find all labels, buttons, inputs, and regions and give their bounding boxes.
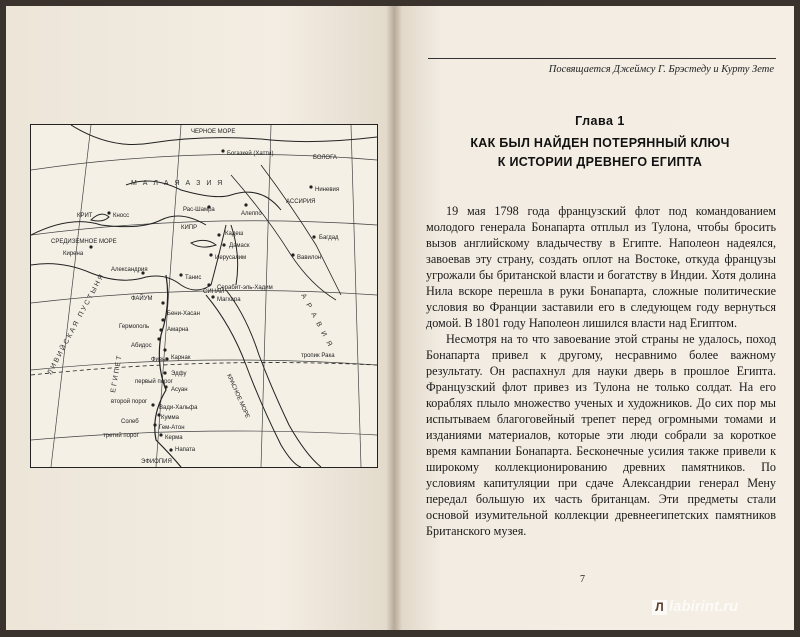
svg-text:Алеппо: Алеппо [241,211,262,217]
svg-text:БОЛОГА: БОЛОГА [313,155,337,161]
map-drawing [31,125,377,467]
watermark-text: labirint.ru [669,598,739,615]
svg-text:Кносс: Кносс [113,213,130,219]
paragraph-1: 19 мая 1798 года французский флот под командованием молодого генерала Бонапарта отплыл из Тулона, чтобы бросить вызов английскому владычеству в Египте. Наполеон надеялся, завоевав эту страну, создать оплот на Востоке, откуда французы угрожали бы британской власти и богатству в Индии. Хотя долина Нила вскоре перешла в руки Бонапарта, сложные политические условия во Франции заставили его в следующем году вернуться домой. В 1801 году Наполеон лишился власти над Египтом. [426,204,776,330]
svg-text:КРИТ: КРИТ [77,213,93,219]
svg-text:Фивы: Фивы [151,357,167,363]
svg-text:Амарна: Амарна [167,327,189,333]
svg-text:АССИРИЯ: АССИРИЯ [286,199,316,205]
svg-text:Керма: Керма [165,435,183,441]
watermark [652,598,738,615]
svg-text:Иерусалим: Иерусалим [215,255,247,261]
chapter-title-line-2: К ИСТОРИИ ДРЕВНЕГО ЕГИПТА [497,155,703,169]
svg-text:Кумма: Кумма [161,415,180,421]
chapter-title-line-1: КАК БЫЛ НАЙДЕН ПОТЕРЯННЫЙ КЛЮЧ [470,136,730,150]
svg-text:Эдфу: Эдфу [171,371,187,377]
svg-text:КИПР: КИПР [181,225,198,231]
svg-text:ЛИВИЙСКАЯ ПУСТЫНЯ: ЛИВИЙСКАЯ ПУСТЫНЯ [46,271,107,376]
svg-text:Серабит-эль-Хадим: Серабит-эль-Хадим [217,285,273,291]
svg-text:Богазкей (Хатти): Богазкей (Хатти) [227,151,274,157]
svg-text:Карнак: Карнак [171,355,191,361]
svg-text:Гем-Атон: Гем-Атон [159,425,185,431]
svg-text:Кирена: Кирена [63,251,84,257]
svg-text:Александрия: Александрия [111,267,148,273]
svg-text:КРАСНОЕ МОРЕ: КРАСНОЕ МОРЕ [225,373,251,420]
book-gutter [386,6,402,630]
svg-text:тропик Рака: тропик Рака [301,353,335,359]
svg-text:ЭФИОПИЯ: ЭФИОПИЯ [141,459,172,465]
dedication: Посвящается Джеймсу Г. Брэстеду и Курту Зете [548,64,774,75]
svg-text:Вавилон: Вавилон [297,255,322,261]
svg-text:первый порог: первый порог [135,379,173,385]
svg-text:ЧЕРНОЕ МОРЕ: ЧЕРНОЕ МОРЕ [191,129,236,135]
watermark-logo-icon: Л [652,600,667,615]
svg-text:А Р А В И Я: А Р А В И Я [299,292,334,350]
svg-text:Асуан: Асуан [171,387,188,393]
svg-text:М А Л А Я А З И Я: М А Л А Я А З И Я [131,180,225,187]
svg-text:Бени-Хасан: Бени-Хасан [167,311,200,317]
svg-text:СРЕДИЗЕМНОЕ МОРЕ: СРЕДИЗЕМНОЕ МОРЕ [51,239,117,245]
header-rule [428,58,776,59]
svg-text:Танис: Танис [185,275,202,281]
chapter-body [426,203,776,539]
svg-text:Багдад: Багдад [319,235,339,241]
svg-text:Магхара: Магхара [217,297,241,303]
svg-text:СИНАЙ: СИНАЙ [203,289,225,295]
chapter-title [420,134,780,172]
svg-text:ЕГИПЕТ: ЕГИПЕТ [110,353,124,394]
paragraph-2: Несмотря на то что завоевание этой страны не удалось, поход Бонапарта привел к другому, несравнимо более важному результату. Он распахнул для науки дверь в прошлое Египта. Французский флот привез из Тулона не только солдат. На его кораблях плыло множество ученых и художников. До сих пор мы испытываем благоговейный трепет перед огромными томами и изданиями материалов, которые эти люди собрали за короткое время кампании Бонапарта. Бесконечные усилия также привели к широкому коллекционированию древних памятников. По условиям капитуляции при сдаче Александрии генерал Мену передал большую их часть британцам. Эти предметы стали основой изумительной коллекции древнеегипетских памятников Британского музея. [426,332,776,538]
svg-text:Абидос: Абидос [131,343,152,349]
svg-text:Кадеш: Кадеш [225,231,244,237]
svg-text:Дамаск: Дамаск [229,243,250,249]
svg-text:третий порог: третий порог [103,433,139,439]
page-number: 7 [580,574,585,585]
svg-text:Напата: Напата [175,447,196,453]
svg-text:Гермополь: Гермополь [119,324,150,330]
svg-text:Вади-Хальфа: Вади-Хальфа [159,405,198,411]
svg-text:второй порог: второй порог [111,399,148,405]
svg-text:Рас-Шамра: Рас-Шамра [183,207,215,213]
svg-text:ФАЙУМ: ФАЙУМ [131,296,153,302]
map-of-ancient-near-east [30,124,378,468]
svg-text:Ниневия: Ниневия [315,187,340,193]
svg-text:Солеб: Солеб [121,419,139,425]
chapter-number: Глава 1 [575,114,625,128]
